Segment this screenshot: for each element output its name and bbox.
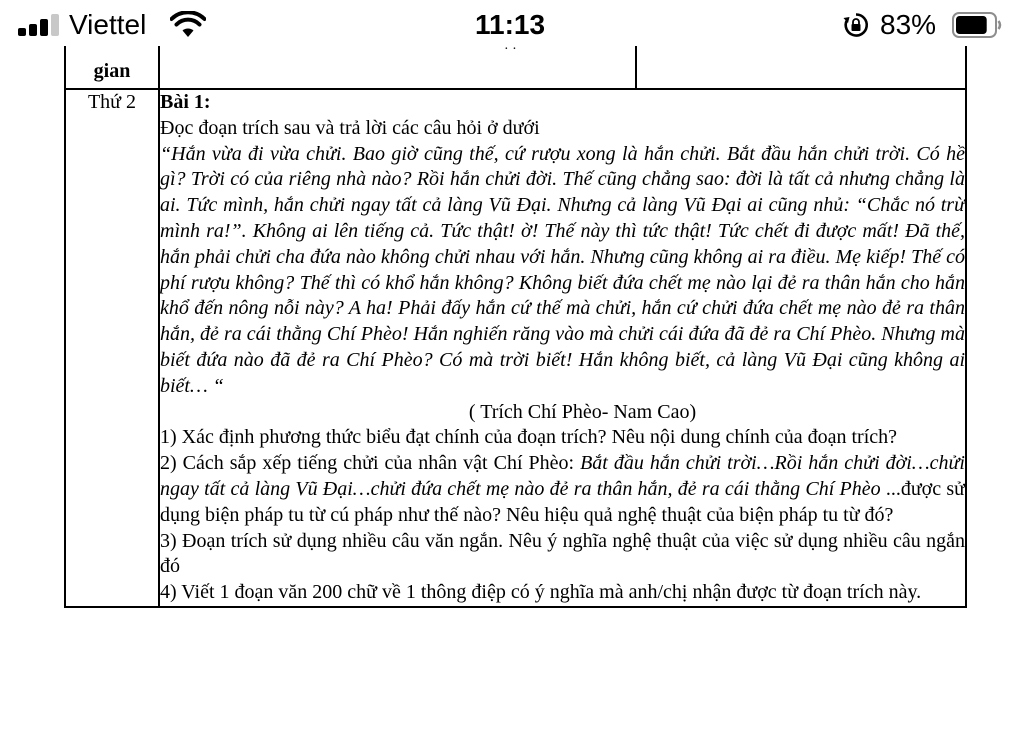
battery-percentage: 83% [880,9,937,40]
question-4: 4) Viết 1 đoạn văn 200 chữ về 1 thông điệp có ý nghĩa mà anh/chị nhận được từ đoạn trích này. [160,581,922,604]
exercise-title: Bài 1: [160,91,211,113]
question-2-prefix: 2) Cách sắp xếp tiếng chửi của nhân vật Chí Phèo: [160,452,581,475]
question-2-quote: Bắt đầu hắn chửi trời…Rồi hắn chửi đời…chửi ngay tất cả làng Vũ Đại…chửi đứa chết mẹ nào đẻ ra thân hắn, đẻ ra cái thằng Chí Phèo [160,452,965,500]
wifi-icon [170,11,206,39]
header-cell-time [65,46,159,89]
table-row [65,89,966,607]
excerpt-text: “Hắn vừa đi vừa chửi. Bao giờ cũng thế, cứ rượu xong là hắn chửi. Bắt đầu hắn chửi trời. Có hề gì? Trời có của riêng nhà nào? Rồi hắn chửi đời. Thế cũng chẳng sao: đời là tất cả nhưng chẳng là ai. Tức mình, hắn chửi ngay tất cả làng Vũ Đại. Nhưng cả làng Vũ Đại ai cũng nhủ: “Chắc nó trừ mình ra!”. Không ai lên tiếng cả. Tức thật! ờ! Thế này thì tức thật! Tức chết đi được mất! Đã thế, hắn phải chửi cha đứa nào không chửi nhau với hắn. Nhưng cũng không ai ra điều. Mẹ kiếp! Thế có phí rượu không? Thế thì có khổ hắn không? Không biết đứa chết mẹ nào lại đẻ ra thân hắn cho hắn khổ đến nông nỗi này? A ha! Phải đấy hắn cứ thế mà chửi, hắn cứ chửi đứa chết mẹ nào đẻ ra thân hắn, đẻ ra cái thằng Chí Phèo! Hắn nghiến răng vào mà chửi cái đứa đã đẻ ra Chí Phèo. Nhưng mà biết đứa nào đã đẻ ra Chí Phèo? Có mà trời biết! Hắn không biết, cả làng Vũ Đại cũng không ai biết… “ [160,142,965,397]
carrier-name: Viettel [69,9,147,40]
excerpt-source: ( Trích Chí Phèo- Nam Cao) [468,400,697,423]
battery-icon [952,12,1002,38]
question-2-suffix: ...được sử dụng biện pháp tu từ cú pháp như thế nào? Nêu hiệu quả nghệ thuật của biện pháp tu từ đó? [160,477,965,526]
day-cell: Thứ 2 [65,89,159,607]
table-header-row [65,46,966,89]
signal-icon [18,14,62,36]
header-cell-content [159,42,636,89]
exercise-cell [159,89,966,607]
battery-level-fill [956,16,987,34]
question-2 [160,451,965,528]
exercise-instruction: Đọc đoạn trích sau và trả lời các câu hỏi ở dưới [160,116,540,139]
rotation-lock-icon [843,12,869,38]
lesson-table [64,42,967,608]
header-cell-extra [636,46,966,89]
question-3: 3) Đoạn trích sử dụng nhiều câu văn ngắn. Nêu ý nghĩa nghệ thuật của việc sử dụng nhiều câu ngắn đó [160,529,965,578]
header-cut-off-text: · · [504,42,517,57]
question-1: 1) Xác định phương thức biểu đạt chính của đoạn trích? Nêu nội dung chính của đoạn trích? [160,426,898,449]
header-time-label: gian [93,60,131,82]
clock: 11:13 [475,9,546,40]
